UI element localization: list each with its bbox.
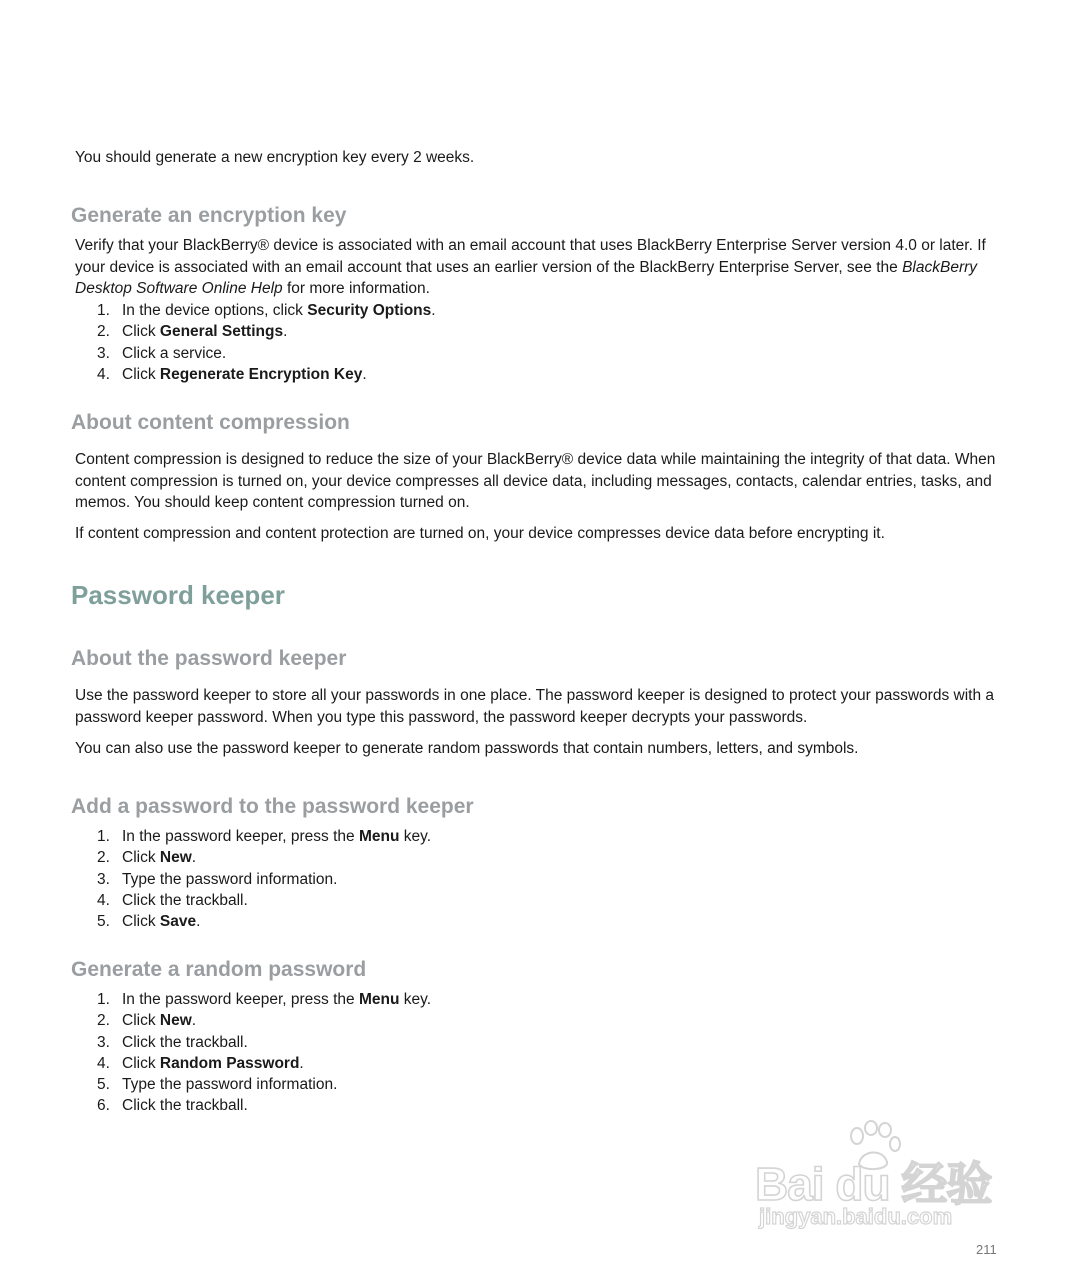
list-item: 3. Click the trackball. xyxy=(97,1033,248,1051)
compression-paragraph-1: Content compression is designed to reduce the size of your BlackBerry® device data while maintaining the integrity of that data. When content compression is turned on, your device compresses all device data, including messages, contacts, calendar entries, tasks, and memos. You should keep content compression turned on. xyxy=(75,451,996,511)
section-heading-random-password: Generate a random password xyxy=(71,958,367,981)
generate-key-para-part2: for more information. xyxy=(282,280,430,297)
list-item: 5. Type the password information. xyxy=(97,1076,338,1094)
chapter-title-password-keeper: Password keeper xyxy=(71,580,285,610)
about-keeper-paragraph-2: You can also use the password keeper to generate random passwords that contain numbers, letters, and symbols. xyxy=(75,740,859,757)
list-item: 2. Click General Settings. xyxy=(97,323,288,341)
section-heading-about-keeper: About the password keeper xyxy=(71,647,347,670)
watermark-logo-text: Bai du 经验 xyxy=(755,1158,992,1210)
desktop-help-reference: BlackBerry Desktop Software Online Help xyxy=(75,258,978,297)
list-item: 3. Click a service. xyxy=(97,344,227,362)
generate-key-steps xyxy=(97,300,436,385)
baidu-watermark xyxy=(755,1120,1005,1240)
list-item: 2. Click New. xyxy=(97,849,197,867)
generate-key-paragraph xyxy=(75,235,1005,300)
list-item: 2. Click New. xyxy=(97,1012,197,1030)
add-password-steps xyxy=(97,826,431,932)
list-item: 4. Click Random Password. xyxy=(97,1054,304,1072)
compression-paragraph-2: If content compression and content protection are turned on, your device compresses device data before encrypting it. xyxy=(75,525,885,542)
list-item: 5. Click Save. xyxy=(97,913,201,931)
list-item: 4. Click Regenerate Encryption Key. xyxy=(97,365,367,383)
list-item: 1. In the password keeper, press the Menu key. xyxy=(97,991,432,1008)
random-password-steps xyxy=(97,989,431,1117)
list-item: 1. In the device options, click Security Options. xyxy=(97,302,436,319)
section-heading-add-password: Add a password to the password keeper xyxy=(71,795,474,818)
watermark-url: jingyan.baidu.com xyxy=(759,1204,953,1229)
page-number: 211 xyxy=(976,1242,997,1257)
list-item: 3. Type the password information. xyxy=(97,870,338,888)
list-item: 4. Click the trackball. xyxy=(97,891,248,909)
section-heading-compression: About content compression xyxy=(71,411,350,434)
generate-key-para-part1: Verify that your BlackBerry® device is associated with an email account that uses BlackBerry Enterprise Server version 4.0 or later. If your device is associated with an email account that uses an earlier version of the BlackBerry Enterprise Server, see the xyxy=(75,237,986,276)
section-heading-generate-key: Generate an encryption key xyxy=(71,204,347,227)
intro-text: You should generate a new encryption key every 2 weeks. xyxy=(75,149,475,166)
list-item: 6. Click the trackball. xyxy=(97,1097,248,1115)
about-keeper-paragraph-1: Use the password keeper to store all your passwords in one place. The password keeper is designed to protect your passwords with a password keeper password. When you type this password, the password keeper decrypts your passwords. xyxy=(75,687,995,726)
list-item: 1. In the password keeper, press the Menu key. xyxy=(97,828,432,845)
